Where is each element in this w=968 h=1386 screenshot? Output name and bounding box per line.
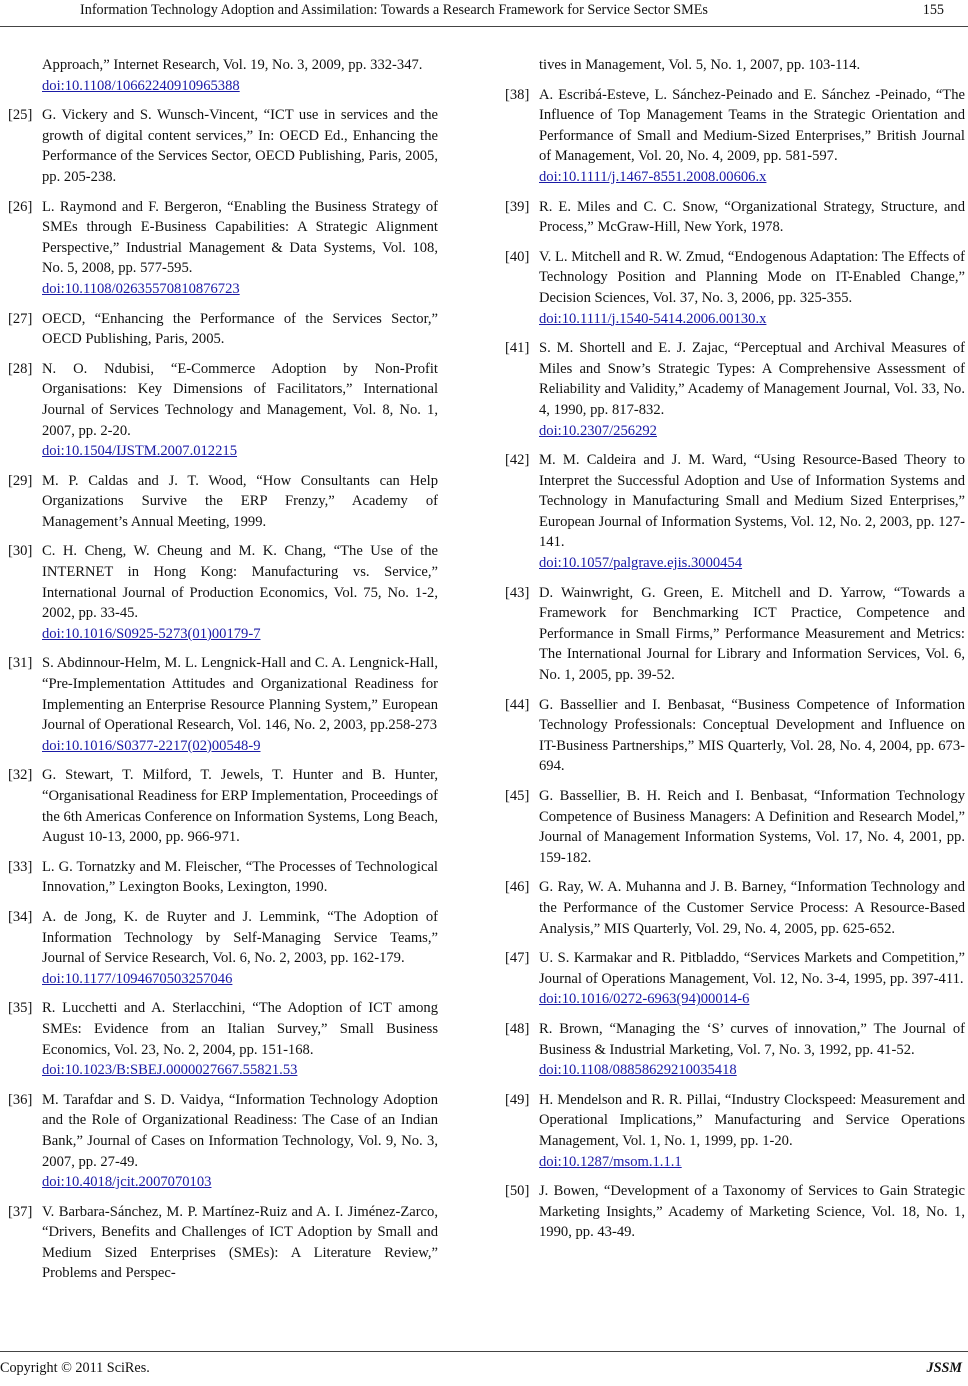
reference-entry	[505, 338, 965, 441]
reference-entry	[8, 471, 438, 533]
reference-entry	[8, 197, 438, 300]
reference-text: J. Bowen, “Development of a Taxonomy of Services to Gain Strategic Marketing Insights,” Academy of Marketing Science, Vol. 18, No. 1, 1990, pp. 43-49.	[539, 1183, 965, 1241]
reference-entry	[505, 1019, 965, 1081]
reference-entry	[8, 998, 438, 1080]
reference-text: L. Raymond and F. Bergeron, “Enabling the Business Strategy of SMEs through E-Business Capabilities: A Strategic Alignment Perspective,” Industrial Management & Data Systems, Vol. 108, No. 5, 2008, pp. 577-595.	[42, 198, 438, 277]
reference-entry	[8, 105, 438, 187]
reference-entry	[505, 55, 965, 76]
doi-link[interactable]: doi:10.2307/256292	[539, 422, 657, 439]
reference-text: C. H. Cheng, W. Cheung and M. K. Chang, “The Use of the INTERNET in Hong Kong: Manufacturing vs. Service,” International Journal of Production Economics, Vol. 75, No. 1-2, 2002, pp. 33-45.	[42, 543, 438, 622]
reference-number: [45]	[505, 788, 530, 804]
reference-entry	[505, 877, 965, 939]
reference-entry	[505, 247, 965, 329]
reference-number: [47]	[505, 950, 530, 967]
reference-entry	[8, 309, 438, 350]
reference-entry	[505, 1090, 965, 1172]
doi-link[interactable]: doi:10.1023/B:SBEJ.0000027667.55821.53	[42, 1062, 298, 1079]
reference-number: [38]	[505, 86, 530, 103]
reference-number: [46]	[505, 879, 530, 896]
reference-number: [50]	[505, 1183, 530, 1200]
doi-link[interactable]: doi:10.1016/0272-6963(94)00014-6	[539, 991, 750, 1008]
reference-number: [27]	[8, 310, 33, 327]
reference-number: [48]	[505, 1020, 530, 1037]
reference-text: M. M. Caldeira and J. M. Ward, “Using Resource-Based Theory to Interpret the Successful Adoption and Use of Information Systems and Technology in Manufacturing Small and Medium Sized Enterprises,” European Journal of Information Systems, Vol. 12, No. 2, 2003, pp. 127-141.	[539, 452, 965, 551]
doi-link[interactable]: doi:10.1108/08858629210035418	[539, 1062, 737, 1079]
reference-text: S. Abdinnour-Helm, M. L. Lengnick-Hall and C. A. Lengnick-Hall, “Pre-Implementation Attitudes and Organizational Readiness for Implementing an Enterprise Resource Planning System,” European Journal of Operational Research, Vol. 146, No. 2, 2003, pp.258-273	[42, 655, 438, 734]
reference-text: M. Tarafdar and S. D. Vaidya, “Information Technology Adoption and the Role of Organizational Readiness: The Case of an Indian Bank,” Journal of Cases on Information Technology, Vol. 9, No. 3, 2007, pp. 27-49.	[42, 1091, 438, 1170]
reference-text: N. O. Ndubisi, “E-Commerce Adoption by Non-Profit Organisations: Key Dimensions of Facilitators,” International Journal of Services Technology and Management, Vol. 8, No. 1, 2007, pp. 2-20.	[42, 360, 438, 439]
reference-number: [42]	[505, 452, 530, 469]
reference-number: [44]	[505, 696, 530, 713]
page-footer	[0, 1351, 968, 1386]
reference-entry	[505, 583, 965, 686]
reference-text: G. Bassellier, B. H. Reich and I. Benbasat, “Information Technology Competence of Business Managers: A Definition and Research Model,” Journal of Management Information Systems, Vol. 17, No. 4, 2001, pp. 159-182.	[539, 788, 965, 866]
reference-text: R. Brown, “Managing the ‘S’ curves of innovation,” The Journal of Business & Industrial Marketing, Vol. 7, No. 3, 1992, pp. 41-52.	[539, 1020, 965, 1058]
reference-text: tives in Management, Vol. 5, No. 1, 2007, pp. 103-114.	[539, 57, 861, 73]
reference-text: G. Stewart, T. Milford, T. Jewels, T. Hunter and B. Hunter, “Organisational Readiness for ERP Implementation, Proceedings of the 6th Americas Conference on Information Systems, Long Beach, August 10-13, 2000, pp. 966-971.	[42, 767, 438, 846]
reference-entry	[8, 1202, 438, 1284]
reference-entry	[505, 197, 965, 238]
reference-text: D. Wainwright, G. Green, E. Mitchell and D. Yarrow, “Towards a Framework for Benchmarking ICT Practice, Competence and Performance in Small Firms,” Performance Measurement and Metrics: The International Journal for Library and Information Services, Vol. 6, No. 1, 2005, pp. 39-52.	[539, 584, 965, 684]
reference-entry	[505, 85, 965, 188]
reference-number: [34]	[8, 908, 33, 925]
doi-link[interactable]: doi:10.1177/1094670503257046	[42, 970, 233, 987]
reference-number: [33]	[8, 858, 33, 875]
journal-abbrev: JSSM	[926, 1360, 962, 1376]
doi-link[interactable]: doi:10.1016/S0925-5273(01)00179-7	[42, 625, 261, 642]
left-column	[8, 55, 438, 1293]
reference-number: [26]	[8, 198, 33, 215]
reference-number: [49]	[505, 1091, 530, 1108]
reference-text: OECD, “Enhancing the Performance of the Services Sector,” OECD Publishing, Paris, 2005.	[42, 310, 438, 348]
page-number: 155	[922, 2, 944, 18]
reference-entry	[8, 907, 438, 989]
reference-text: R. Lucchetti and A. Sterlacchini, “The Adoption of ICT among SMEs: Evidence from an Italian Survey,” Small Business Economics, Vol. 23, No. 2, 2004, pp. 151-168.	[42, 1000, 438, 1058]
doi-link[interactable]: doi:10.1111/j.1540-5414.2006.00130.x	[539, 310, 767, 327]
reference-entry	[8, 359, 438, 462]
reference-number: [31]	[8, 655, 33, 672]
reference-text: U. S. Karmakar and R. Pitbladdo, “Services Markets and Competition,” Journal of Operations Management, Vol. 12, No. 3-4, 1995, pp. 397-411.	[539, 950, 965, 987]
reference-text: A. Escribá-Esteve, L. Sánchez-Peinado and E. Sánchez -Peinado, “The Influence of Top Management Teams in the Strategic Orientation and Performance of Small and Medium-Sized Enterprises,” British Journal of Management, Vol. 20, No. 4, 2009, pp. 581-597.	[539, 86, 965, 165]
reference-text: V. Barbara-Sánchez, M. P. Martínez-Ruiz and A. I. Jiménez-Zarco, “Drivers, Benefits and Challenges of ICT Adoption by Small and Medium Sized Enterprises (SMEs): A Literature Review,” Problems and Perspec-	[42, 1203, 438, 1282]
reference-number: [35]	[8, 1000, 33, 1017]
copyright-notice: Copyright © 2011 SciRes.	[0, 1360, 150, 1376]
reference-number: [43]	[505, 584, 530, 601]
reference-entry	[8, 1090, 438, 1193]
reference-text: Approach,” Internet Research, Vol. 19, No. 3, 2009, pp. 332-347.	[42, 57, 423, 73]
reference-text: R. E. Miles and C. C. Snow, “Organizational Strategy, Structure, and Process,” McGraw-Hill, New York, 1978.	[539, 198, 965, 236]
doi-link[interactable]: doi:10.1108/10662240910965388	[42, 77, 240, 94]
reference-entry	[505, 948, 965, 1010]
reference-number: [41]	[505, 340, 530, 357]
doi-link[interactable]: doi:10.1016/S0377-2217(02)00548-9	[42, 737, 261, 754]
reference-number: [29]	[8, 472, 33, 489]
running-title: Information Technology Adoption and Assimilation: Towards a Research Framework for Service Sector SMEs	[80, 2, 708, 18]
page-header	[0, 0, 968, 27]
reference-text: V. L. Mitchell and R. W. Zmud, “Endogenous Adaptation: The Effects of Technology Position and Planning Mode on IT-Enabled Change,” Decision Sciences, Vol. 37, No. 3, 2006, pp. 325-355.	[539, 248, 965, 306]
reference-number: [36]	[8, 1091, 33, 1108]
reference-entry	[8, 765, 438, 847]
doi-link[interactable]: doi:10.1287/msom.1.1.1	[539, 1153, 682, 1170]
reference-text: L. G. Tornatzky and M. Fleischer, “The Processes of Technological Innovation,” Lexington Books, Lexington, 1990.	[42, 858, 438, 896]
reference-text: G. Bassellier and I. Benbasat, “Business Competence of Information Technology Professionals: Conceptual Development and Influence on IT-Business Partnerships,” MIS Quarterly, Vol. 28, No. 4, 2004, pp. 673-694.	[539, 696, 965, 775]
reference-number: [30]	[8, 543, 33, 560]
reference-entry	[505, 695, 965, 777]
reference-text: G. Vickery and S. Wunsch-Vincent, “ICT use in services and the growth of digital content services,” In: OECD Ed., Enhancing the Performance of the Services Sector, OECD Publishing, Paris, 2005, pp. 205-238.	[42, 107, 438, 185]
reference-number: [40]	[505, 248, 530, 265]
reference-entry	[8, 653, 438, 756]
reference-number: [28]	[8, 360, 33, 377]
reference-number: [37]	[8, 1203, 33, 1220]
reference-text: M. P. Caldas and J. T. Wood, “How Consultants can Help Organizations Survive the ERP Frenzy,” Academy of Management’s Annual Meeting, 1999.	[42, 472, 438, 530]
reference-text: H. Mendelson and R. R. Pillai, “Industry Clockspeed: Measurement and Operational Implications,” Manufacturing and Service Operations Management, Vol. 1, No. 1, 1999, pp. 1-20.	[539, 1091, 965, 1149]
reference-entry	[8, 541, 438, 644]
reference-text: G. Ray, W. A. Muhanna and J. B. Barney, “Information Technology and the Performance of the Customer Service Process: A Resource-Based Analysis,” MIS Quarterly, Vol. 29, No. 4, 2005, pp. 625-652.	[539, 879, 965, 937]
right-column	[505, 55, 965, 1252]
reference-number: [39]	[505, 198, 530, 215]
reference-entry	[8, 55, 438, 96]
doi-link[interactable]: doi:10.1108/02635570810876723	[42, 280, 240, 297]
reference-number: [25]	[8, 107, 33, 124]
doi-link[interactable]: doi:10.1504/IJSTM.2007.012215	[42, 443, 237, 460]
reference-text: S. M. Shortell and E. J. Zajac, “Perceptual and Archival Measures of Miles and Snow’s Strategic Types: A Comprehensive Assessment of Reliability and Validity,” Academy of Management Journal, Vol. 33, No. 4, 1990, pp. 817-832.	[539, 340, 965, 418]
reference-number: [32]	[8, 767, 33, 784]
reference-entry	[8, 857, 438, 898]
doi-link[interactable]: doi:10.1057/palgrave.ejis.3000454	[539, 555, 743, 572]
reference-text: A. de Jong, K. de Ruyter and J. Lemmink, “The Adoption of Information Technology by Self-Managing Service Teams,” Journal of Service Research, Vol. 6, No. 2, 2003, pp. 162-179.	[42, 908, 438, 967]
reference-entry	[505, 450, 965, 574]
reference-entry	[505, 786, 965, 868]
doi-link[interactable]: doi:10.4018/jcit.2007070103	[42, 1174, 212, 1191]
reference-entry	[505, 1181, 965, 1243]
doi-link[interactable]: doi:10.1111/j.1467-8551.2008.00606.x	[539, 168, 767, 185]
